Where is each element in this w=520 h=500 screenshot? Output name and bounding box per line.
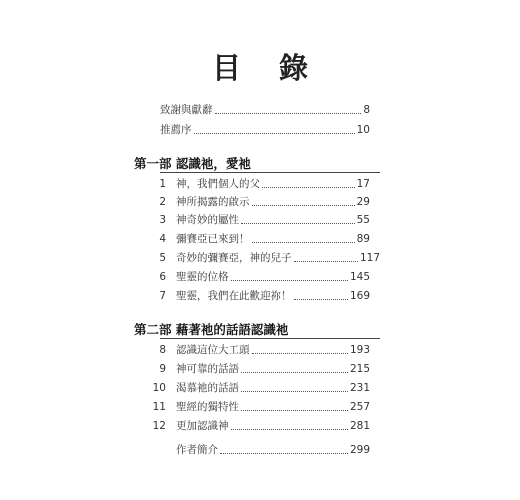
toc-entry[interactable] xyxy=(152,289,370,303)
toc-entry-page: 117 xyxy=(359,252,380,264)
toc-entry-label: 神可靠的話語 xyxy=(176,363,239,375)
chapter-number: 9 xyxy=(159,363,166,375)
toc-entry[interactable] xyxy=(152,381,370,395)
toc-entry-page: 17 xyxy=(356,178,370,190)
toc-entry-page: 29 xyxy=(356,196,370,208)
toc-entry[interactable] xyxy=(152,400,370,414)
leader-dots xyxy=(294,260,358,262)
toc-entry[interactable] xyxy=(152,177,370,191)
leader-dots xyxy=(231,279,348,281)
chapter-number: 2 xyxy=(159,196,166,208)
toc-entry-label: 神所揭露的啟示 xyxy=(176,196,250,208)
toc-entry-page: 8 xyxy=(363,104,370,116)
toc-entry-label: 神奇妙的屬性 xyxy=(176,214,239,226)
divider xyxy=(160,172,380,173)
leader-dots xyxy=(194,132,355,134)
chapter-number: 7 xyxy=(159,290,166,302)
toc-entry[interactable] xyxy=(176,443,370,457)
chapter-number: 6 xyxy=(159,271,166,283)
toc-entry[interactable] xyxy=(152,195,370,209)
toc-entry[interactable] xyxy=(152,251,380,265)
toc-entry-label: 聖靈的位格 xyxy=(176,271,229,283)
toc-entry-page: 89 xyxy=(356,233,370,245)
toc-entry-page: 257 xyxy=(349,401,370,413)
toc-entry-label: 神，我們個人的父 xyxy=(176,178,260,190)
toc-entry-page: 231 xyxy=(349,382,370,394)
chapter-number: 5 xyxy=(159,252,166,264)
toc-entry-label: 聖經的獨特性 xyxy=(176,401,239,413)
divider xyxy=(160,338,380,339)
toc-entry[interactable] xyxy=(152,343,370,357)
chapter-number: 10 xyxy=(152,382,166,394)
toc-entry-label: 奇妙的彌賽亞，神的兒子 xyxy=(176,252,292,264)
toc-entry[interactable] xyxy=(152,213,370,227)
leader-dots xyxy=(294,298,348,300)
toc-entry-label: 更加認識神 xyxy=(176,420,229,432)
leader-dots xyxy=(231,428,348,430)
chapter-number: 8 xyxy=(159,344,166,356)
leader-dots xyxy=(252,352,348,354)
leader-dots xyxy=(220,452,348,454)
toc-entry-label: 認識這位大工頭 xyxy=(176,344,250,356)
part-heading: 第一部 認識祂，愛祂 xyxy=(134,156,251,171)
toc-entry-label: 作者簡介 xyxy=(176,444,218,456)
leader-dots xyxy=(241,371,348,373)
toc-entry-page: 193 xyxy=(349,344,370,356)
toc-entry-page: 281 xyxy=(349,420,370,432)
leader-dots xyxy=(215,112,362,114)
leader-dots xyxy=(262,186,355,188)
chapter-number: 12 xyxy=(152,420,166,432)
leader-dots xyxy=(241,390,348,392)
leader-dots xyxy=(241,222,355,224)
toc-entry-label: 彌賽亞已來到！ xyxy=(176,233,250,245)
toc-entry[interactable] xyxy=(152,362,370,376)
part-heading: 第二部 藉著祂的話語認識祂 xyxy=(134,322,289,337)
toc-entry-label: 推薦序 xyxy=(160,124,192,136)
chapter-number: 4 xyxy=(159,233,166,245)
chapter-number: 3 xyxy=(159,214,166,226)
toc-entry-page: 169 xyxy=(349,290,370,302)
toc-entry-label: 渴慕祂的話語 xyxy=(176,382,239,394)
toc-entry-label: 致謝與獻辭 xyxy=(160,104,213,116)
toc-entry[interactable] xyxy=(160,103,370,117)
toc-entry[interactable] xyxy=(152,232,370,246)
toc-entry-page: 299 xyxy=(349,444,370,456)
chapter-number: 11 xyxy=(152,401,166,413)
toc-entry[interactable] xyxy=(152,270,370,284)
toc-entry-page: 145 xyxy=(349,271,370,283)
leader-dots xyxy=(241,409,348,411)
leader-dots xyxy=(252,241,355,243)
toc-entry-page: 10 xyxy=(356,124,370,136)
leader-dots xyxy=(252,204,355,206)
toc-entry[interactable] xyxy=(152,419,370,433)
toc-entry-label: 聖靈，我們在此歡迎祢！ xyxy=(176,290,292,302)
toc-entry-page: 215 xyxy=(349,363,370,375)
chapter-number: 1 xyxy=(159,178,166,190)
page-title: 目 錄 xyxy=(211,51,323,85)
toc-entry[interactable] xyxy=(160,123,370,137)
toc-entry-page: 55 xyxy=(356,214,370,226)
